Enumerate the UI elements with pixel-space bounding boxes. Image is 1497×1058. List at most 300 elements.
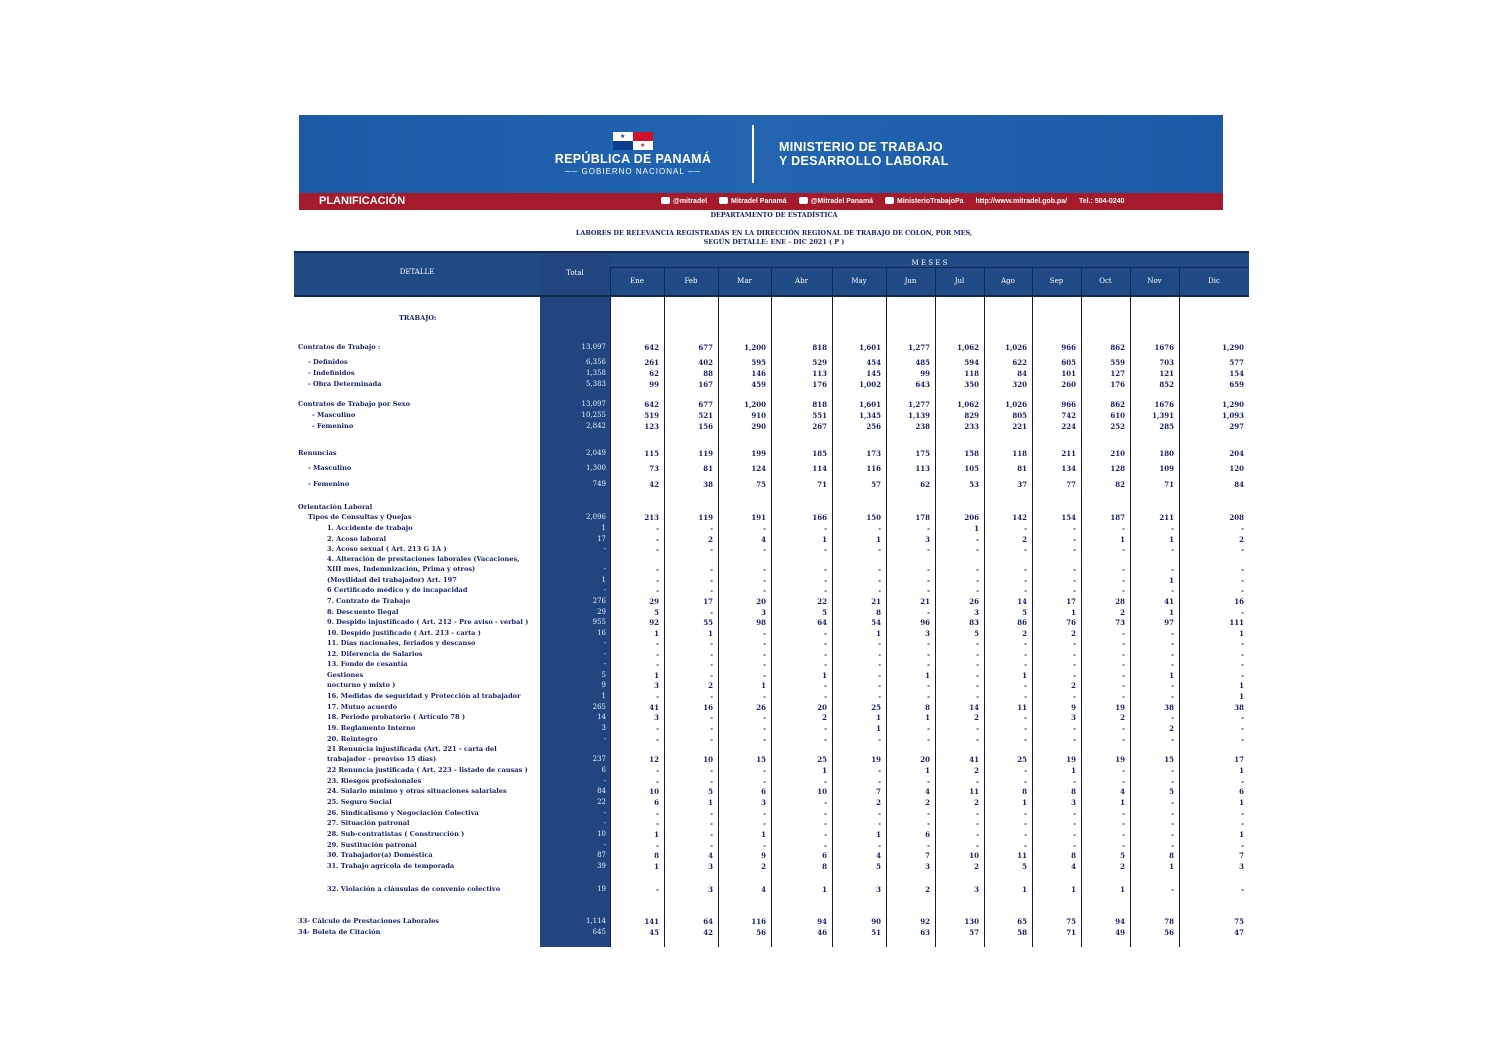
header-separator: [610, 268, 611, 296]
month-cell: 118: [964, 369, 979, 378]
row-label: 28. Sub-contratistas ( Construcción ): [327, 830, 465, 838]
month-cell: -: [1122, 830, 1125, 839]
month-cell: 1: [876, 724, 881, 733]
month-cell: 2: [876, 798, 881, 807]
month-cell: 185: [812, 449, 827, 458]
month-cell: -: [1241, 777, 1244, 786]
month-cell: 1,200: [744, 343, 766, 352]
month-cell: 53: [969, 480, 979, 489]
month-cell: 128: [1110, 464, 1125, 473]
month-cell: -: [1073, 524, 1076, 533]
month-cell: -: [976, 535, 979, 544]
month-cell: 178: [915, 513, 930, 522]
month-cell: 1,002: [859, 380, 881, 389]
month-cell: 3: [761, 608, 766, 617]
row-label: Contratos de Trabajo por Sexo: [298, 400, 410, 408]
month-cell: 594: [964, 358, 979, 367]
month-cell: -: [1241, 724, 1244, 733]
month-cell: 1: [822, 885, 827, 894]
month-cell: 88: [703, 369, 713, 378]
month-cell: 8: [822, 862, 827, 871]
month-cell: 77: [1066, 480, 1076, 489]
month-cell: 818: [812, 400, 827, 409]
month-cell: 3: [876, 885, 881, 894]
month-cell: -: [710, 608, 713, 617]
month-cell: -: [927, 735, 930, 744]
month-cell: -: [763, 629, 766, 638]
col-total-header: Total: [566, 269, 584, 277]
month-cell: -: [878, 639, 881, 648]
month-cell: 71: [817, 480, 827, 489]
row-label: 9. Despido injustificado ( Art. 212 - Pre aviso - verbal ): [327, 618, 529, 626]
month-cell: 118: [1012, 449, 1027, 458]
month-cell: 677: [698, 400, 713, 409]
row-total: -: [603, 639, 606, 647]
month-cell: 17: [703, 597, 713, 606]
month-cell: 8: [925, 703, 930, 712]
month-cell: 1,277: [908, 343, 930, 352]
month-cell: 21: [871, 597, 881, 606]
header-top-rule: [294, 251, 1249, 253]
month-cell: 605: [1061, 358, 1076, 367]
month-cell: 29: [649, 597, 659, 606]
month-cell: -: [824, 639, 827, 648]
month-cell: -: [1122, 735, 1125, 744]
month-cell: -: [763, 565, 766, 574]
month-cell: 238: [915, 422, 930, 431]
month-cell: 1: [822, 535, 827, 544]
month-cell: 145: [866, 369, 881, 378]
month-cell: -: [656, 766, 659, 775]
month-cell: 167: [698, 380, 713, 389]
month-header: Feb: [684, 277, 698, 285]
month-cell: -: [878, 660, 881, 669]
month-cell: -: [976, 671, 979, 680]
row-label: 34- Boleta de Citación: [298, 928, 381, 936]
month-cell: -: [1122, 586, 1125, 595]
month-cell: 11: [969, 787, 979, 796]
month-cell: 119: [698, 513, 713, 522]
month-cell: -: [1122, 724, 1125, 733]
month-cell: -: [1024, 524, 1027, 533]
month-cell: -: [1073, 841, 1076, 850]
month-cell: 703: [1159, 358, 1174, 367]
month-cell: -: [1241, 885, 1244, 894]
row-label: 6 Certificado médico y de incapacidad: [327, 586, 468, 594]
month-cell: -: [1073, 692, 1076, 701]
month-cell: 5: [974, 629, 979, 638]
month-cell: -: [763, 819, 766, 828]
month-cell: -: [763, 650, 766, 659]
month-cell: -: [1122, 545, 1125, 554]
month-cell: 206: [964, 513, 979, 522]
month-cell: -: [878, 766, 881, 775]
month-cell: 114: [812, 464, 827, 473]
month-cell: -: [656, 660, 659, 669]
row-total: -: [603, 565, 606, 573]
month-cell: 1: [925, 766, 930, 775]
month-cell: 610: [1110, 411, 1125, 420]
month-cell: 1,601: [859, 400, 881, 409]
month-cell: 642: [644, 343, 659, 352]
month-cell: 8: [1071, 787, 1076, 796]
month-cell: -: [976, 639, 979, 648]
month-cell: 62: [920, 480, 930, 489]
month-cell: 1: [1022, 671, 1027, 680]
month-cell: 3: [1071, 798, 1076, 807]
month-cell: -: [1171, 809, 1174, 818]
month-cell: -: [710, 660, 713, 669]
month-header: Ene: [630, 277, 644, 285]
month-cell: 101: [1061, 369, 1076, 378]
month-cell: 111: [1229, 618, 1244, 627]
month-cell: 75: [1234, 917, 1244, 926]
row-label: 12. Diferencia de Salarios: [327, 650, 423, 658]
row-total: 5: [601, 671, 606, 679]
month-cell: -: [824, 692, 827, 701]
month-cell: -: [1122, 576, 1125, 585]
month-cell: 7: [925, 851, 930, 860]
row-total: 955: [592, 618, 606, 626]
month-cell: 22: [817, 597, 827, 606]
month-cell: -: [763, 671, 766, 680]
month-cell: -: [878, 692, 881, 701]
republic-name: REPÚBLICA DE PANAMÁ: [554, 152, 712, 166]
month-cell: 5: [1169, 787, 1174, 796]
month-cell: 28: [1115, 597, 1125, 606]
month-cell: -: [1171, 735, 1174, 744]
month-cell: 521: [698, 411, 713, 420]
month-cell: 1,290: [1222, 343, 1244, 352]
month-header: Dic: [1208, 277, 1220, 285]
month-cell: 8: [876, 608, 881, 617]
month-cell: 41: [649, 703, 659, 712]
month-cell: -: [1073, 724, 1076, 733]
month-cell: -: [1241, 713, 1244, 722]
month-cell: -: [976, 565, 979, 574]
month-cell: 3: [974, 608, 979, 617]
ministry-name-line2: Y DESARROLLO LABORAL: [779, 154, 949, 168]
month-cell: 4: [761, 535, 766, 544]
month-cell: 1,139: [908, 411, 930, 420]
month-cell: 6: [761, 787, 766, 796]
month-cell: 8: [1169, 851, 1174, 860]
month-cell: -: [1171, 777, 1174, 786]
month-cell: 130: [964, 917, 979, 926]
month-cell: -: [710, 671, 713, 680]
month-cell: -: [1024, 841, 1027, 850]
month-cell: 156: [698, 422, 713, 431]
month-cell: 154: [1229, 369, 1244, 378]
month-cell: -: [1024, 545, 1027, 554]
month-cell: 1,391: [1152, 411, 1174, 420]
month-cell: 2: [974, 713, 979, 722]
month-cell: 42: [649, 480, 659, 489]
row-total: -: [603, 819, 606, 827]
department-caption: DEPARTAMENTO DE ESTADÍSTICA: [710, 211, 838, 219]
header-separator: [771, 268, 772, 296]
month-cell: 75: [756, 480, 766, 489]
month-cell: 99: [649, 380, 659, 389]
month-cell: -: [710, 841, 713, 850]
month-cell: -: [1171, 565, 1174, 574]
month-cell: 20: [756, 597, 766, 606]
month-cell: 65: [1017, 917, 1027, 926]
row-label: 26. Sindicalismo y Negociación Colectiva: [327, 809, 479, 817]
month-cell: -: [763, 777, 766, 786]
month-cell: 20: [920, 755, 930, 764]
row-total: 14: [597, 713, 606, 721]
month-cell: 6: [654, 798, 659, 807]
month-cell: 577: [1229, 358, 1244, 367]
month-cell: 862: [1110, 343, 1125, 352]
month-cell: 1: [1169, 576, 1174, 585]
month-cell: 4: [876, 851, 881, 860]
month-cell: 290: [751, 422, 766, 431]
month-cell: -: [927, 681, 930, 690]
month-cell: 84: [1234, 480, 1244, 489]
month-cell: 5: [708, 787, 713, 796]
month-cell: 1,601: [859, 343, 881, 352]
month-cell: -: [878, 809, 881, 818]
month-cell: -: [878, 650, 881, 659]
facebook-link[interactable]: Mitradel Panamá: [719, 198, 787, 205]
month-cell: -: [878, 565, 881, 574]
month-cell: 57: [969, 928, 979, 937]
month-cell: -: [824, 524, 827, 533]
month-cell: 1,290: [1222, 400, 1244, 409]
month-cell: -: [1024, 639, 1027, 648]
row-label: 27. Situación patronal: [327, 819, 410, 827]
month-cell: 8: [654, 851, 659, 860]
row-label: - Obra Determinada: [308, 380, 382, 388]
row-total: 84: [597, 787, 606, 795]
month-cell: -: [1122, 681, 1125, 690]
month-cell: 141: [644, 917, 659, 926]
month-cell: -: [976, 830, 979, 839]
month-cell: 1,026: [1005, 343, 1027, 352]
row-label: 30. Trabajador(a) Doméstica: [327, 851, 433, 859]
row-label: 11. Días nacionales, feriados y descanso: [327, 639, 476, 647]
row-total: 749: [592, 480, 606, 488]
month-cell: 221: [1012, 422, 1027, 431]
month-cell: -: [763, 545, 766, 554]
month-cell: -: [710, 576, 713, 585]
month-cell: 16: [1234, 597, 1244, 606]
month-cell: 41: [1164, 597, 1174, 606]
month-cell: 8: [1071, 851, 1076, 860]
month-cell: 121: [1159, 369, 1174, 378]
row-total: 6,356: [585, 358, 606, 366]
row-label: 24. Salario mínimo y otras situaciones salariales: [327, 787, 507, 795]
month-cell: -: [1073, 639, 1076, 648]
month-cell: -: [1241, 809, 1244, 818]
month-cell: -: [1024, 692, 1027, 701]
month-cell: 818: [812, 343, 827, 352]
month-cell: 113: [915, 464, 930, 473]
month-cell: -: [1171, 819, 1174, 828]
row-total: 1: [601, 576, 606, 584]
month-cell: 81: [703, 464, 713, 473]
month-cell: -: [824, 629, 827, 638]
month-cell: 1,026: [1005, 400, 1027, 409]
month-cell: -: [656, 735, 659, 744]
month-cell: -: [927, 777, 930, 786]
month-cell: 146: [751, 369, 766, 378]
row-total: 237: [592, 755, 606, 763]
month-cell: -: [656, 639, 659, 648]
month-cell: 26: [756, 703, 766, 712]
month-cell: 5: [654, 608, 659, 617]
row-label: 16. Medidas de seguridad y Protección al trabajador: [327, 692, 521, 700]
row-total: 10,255: [581, 411, 606, 419]
row-label: nocturno y mixto ): [327, 681, 396, 689]
instagram-icon: [799, 197, 808, 204]
month-cell: 58: [1017, 928, 1027, 937]
month-cell: 320: [1012, 380, 1027, 389]
month-cell: -: [656, 524, 659, 533]
month-cell: 1: [1169, 862, 1174, 871]
month-cell: 297: [1229, 422, 1244, 431]
table-title-line2: SEGÚN DETALLE: ENE - DIC 2021 ( P ): [703, 238, 845, 246]
month-cell: 78: [1164, 917, 1174, 926]
month-cell: 175: [915, 449, 930, 458]
month-cell: 2: [1239, 535, 1244, 544]
row-total: 5,383: [585, 380, 606, 388]
month-cell: 2: [1022, 535, 1027, 544]
month-cell: -: [927, 608, 930, 617]
instagram-link[interactable]: @Mitradel Panamá: [799, 198, 873, 205]
month-cell: 90: [871, 917, 881, 926]
month-cell: -: [656, 819, 659, 828]
month-cell: -: [824, 681, 827, 690]
month-cell: 4: [708, 851, 713, 860]
month-cell: 2: [925, 885, 930, 894]
month-cell: -: [656, 885, 659, 894]
month-cell: -: [927, 586, 930, 595]
month-cell: 21: [920, 597, 930, 606]
header-separator: [718, 268, 719, 296]
month-cell: 38: [703, 480, 713, 489]
month-cell: -: [1073, 650, 1076, 659]
month-cell: -: [1122, 660, 1125, 669]
month-cell: -: [710, 692, 713, 701]
month-cell: 3: [654, 713, 659, 722]
website-link[interactable]: http://www.mitradel.gob.pa/: [975, 198, 1068, 205]
month-cell: 1,062: [957, 343, 979, 352]
month-cell: 3: [761, 798, 766, 807]
month-cell: -: [763, 692, 766, 701]
month-cell: 4: [925, 787, 930, 796]
month-cell: -: [1241, 650, 1244, 659]
month-cell: -: [1122, 524, 1125, 533]
month-cell: -: [1171, 885, 1174, 894]
month-cell: -: [927, 692, 930, 701]
row-total: -: [603, 809, 606, 817]
month-cell: -: [824, 545, 827, 554]
month-cell: -: [763, 809, 766, 818]
month-cell: 1,277: [908, 400, 930, 409]
month-cell: 7: [876, 787, 881, 796]
month-cell: -: [1241, 639, 1244, 648]
month-cell: 643: [915, 380, 930, 389]
banner-divider: [752, 125, 754, 183]
month-cell: -: [878, 819, 881, 828]
month-cell: 86: [1017, 618, 1027, 627]
month-cell: 57: [871, 480, 881, 489]
youtube-link[interactable]: MinisterioTrabajoPa: [885, 198, 964, 205]
month-cell: 11: [1017, 851, 1027, 860]
month-cell: 71: [1066, 928, 1076, 937]
month-cell: -: [710, 777, 713, 786]
month-cell: 6: [1239, 787, 1244, 796]
month-cell: 3: [708, 862, 713, 871]
month-cell: 49: [1115, 928, 1125, 937]
month-cell: 142: [1012, 513, 1027, 522]
month-cell: 47: [1234, 928, 1244, 937]
month-cell: -: [824, 660, 827, 669]
month-cell: 105: [964, 464, 979, 473]
month-cell: 176: [812, 380, 827, 389]
month-cell: 158: [964, 449, 979, 458]
month-cell: 96: [920, 618, 930, 627]
row-label: trabajador - preaviso 15 días): [327, 755, 437, 763]
header-separator: [886, 268, 887, 296]
month-cell: -: [927, 724, 930, 733]
month-cell: -: [1073, 545, 1076, 554]
row-total: 1: [601, 692, 606, 700]
month-cell: 10: [649, 787, 659, 796]
month-cell: -: [656, 576, 659, 585]
month-cell: 3: [1071, 713, 1076, 722]
month-cell: 1: [1120, 885, 1125, 894]
youtube-icon: [885, 197, 894, 204]
row-total: 645: [592, 928, 606, 936]
header-separator: [984, 268, 985, 296]
month-cell: -: [878, 735, 881, 744]
row-total: 1: [601, 524, 606, 532]
month-cell: 62: [649, 369, 659, 378]
month-cell: 5: [822, 608, 827, 617]
row-total: 2,096: [585, 513, 606, 521]
month-cell: 116: [866, 464, 881, 473]
month-cell: 8: [1022, 787, 1027, 796]
month-cell: -: [1241, 576, 1244, 585]
month-cell: 1,093: [1222, 411, 1244, 420]
month-cell: 3: [654, 681, 659, 690]
month-cell: 10: [703, 755, 713, 764]
month-cell: 211: [1159, 513, 1174, 522]
month-cell: 1: [1239, 766, 1244, 775]
month-cell: -: [710, 724, 713, 733]
month-cell: 99: [920, 369, 930, 378]
month-cell: 76: [1066, 618, 1076, 627]
month-cell: 1: [761, 681, 766, 690]
month-cell: 64: [817, 618, 827, 627]
month-cell: -: [824, 841, 827, 850]
twitter-link[interactable]: @mitradel: [661, 198, 707, 205]
row-label: 7. Contrato de Trabajo: [327, 597, 411, 605]
month-cell: 11: [1017, 703, 1027, 712]
row-total: 13,097: [581, 343, 606, 351]
month-cell: 15: [1164, 755, 1174, 764]
month-cell: 10: [817, 787, 827, 796]
month-cell: -: [976, 660, 979, 669]
month-cell: 19: [1115, 703, 1125, 712]
row-label: 17. Mutuo acuerdo: [327, 703, 398, 711]
month-cell: 15: [756, 755, 766, 764]
row-label: 25. Seguro Social: [327, 798, 392, 806]
